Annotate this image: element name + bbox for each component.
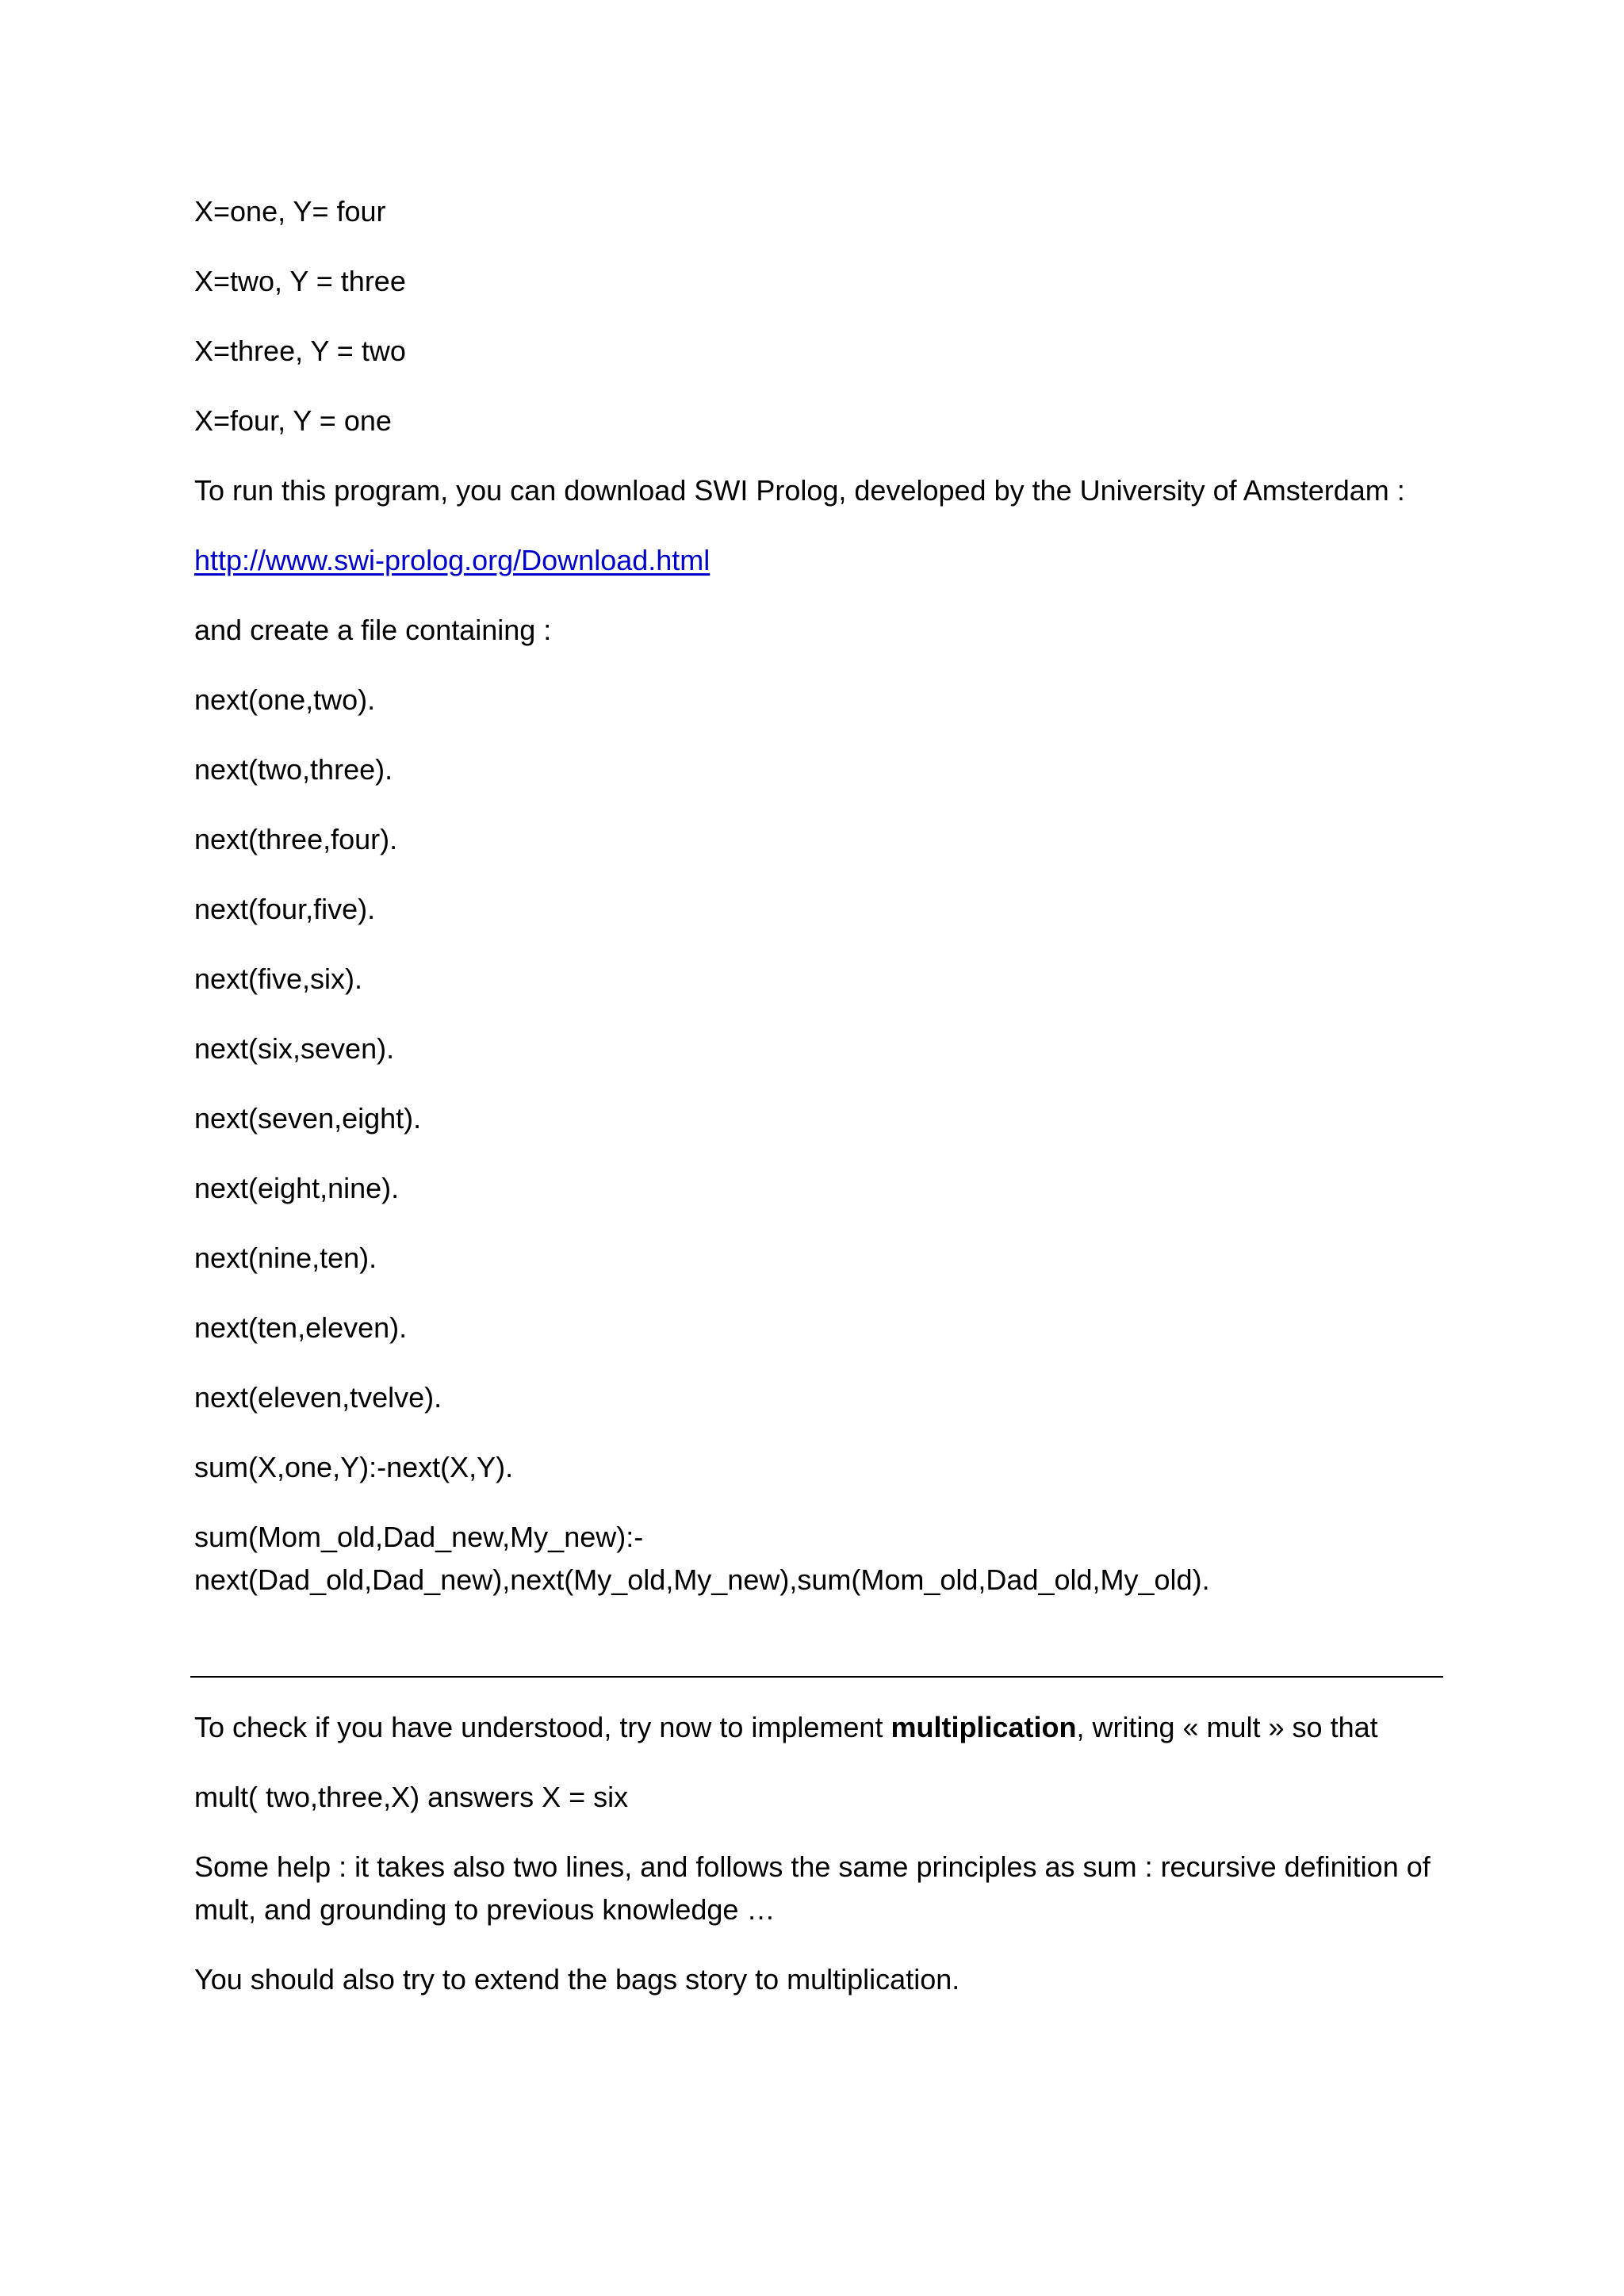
result-line: X=one, Y= four	[194, 195, 386, 228]
run-instructions: To run this program, you can download SWI Prolog, developed by the University of Amsterdam :	[194, 474, 1405, 507]
create-file-text: and create a file containing :	[194, 614, 552, 646]
fact-line: next(six,seven).	[194, 1032, 395, 1065]
sum-recursive-rule-head: sum(Mom_old,Dad_new,My_new):-	[194, 1521, 644, 1553]
fact-line: next(five,six).	[194, 962, 363, 995]
fact-line: next(nine,ten).	[194, 1242, 377, 1274]
result-line: X=four, Y = one	[194, 404, 392, 437]
horizontal-divider	[190, 1676, 1443, 1678]
fact-line: next(three,four).	[194, 823, 398, 855]
sum-recursive-rule-body: next(Dad_old,Dad_new),next(My_old,My_new),sum(Mom_old,Dad_old,My_old).	[194, 1563, 1210, 1596]
fact-line: next(seven,eight).	[194, 1102, 422, 1135]
exercise-prompt-suffix: , writing « mult » so that	[1076, 1711, 1378, 1743]
download-link-line	[194, 539, 710, 582]
fact-line: next(four,five).	[194, 893, 376, 925]
fact-line: next(ten,eleven).	[194, 1311, 408, 1344]
exercise-help: Some help : it takes also two lines, and follows the same principles as sum : recursive definition of mult, and grounding to previous knowledge …	[194, 1850, 1431, 1926]
fact-line: next(eleven,tvelve).	[194, 1381, 442, 1414]
download-link[interactable]: http://www.swi-prolog.org/Download.html	[194, 544, 710, 576]
sum-base-rule: sum(X,one,Y):-next(X,Y).	[194, 1451, 514, 1483]
exercise-prompt	[194, 1706, 1378, 1749]
fact-line: next(two,three).	[194, 753, 393, 786]
fact-line: next(one,two).	[194, 683, 376, 716]
result-line: X=three, Y = two	[194, 335, 406, 367]
exercise-prompt-prefix: To check if you have understood, try now to implement	[194, 1711, 891, 1743]
exercise-keyword: multiplication	[891, 1711, 1077, 1743]
exercise-extend: You should also try to extend the bags story to multiplication.	[194, 1963, 960, 1996]
exercise-example: mult( two,three,X) answers X = six	[194, 1781, 629, 1813]
result-line: X=two, Y = three	[194, 265, 406, 297]
fact-line: next(eight,nine).	[194, 1172, 400, 1204]
